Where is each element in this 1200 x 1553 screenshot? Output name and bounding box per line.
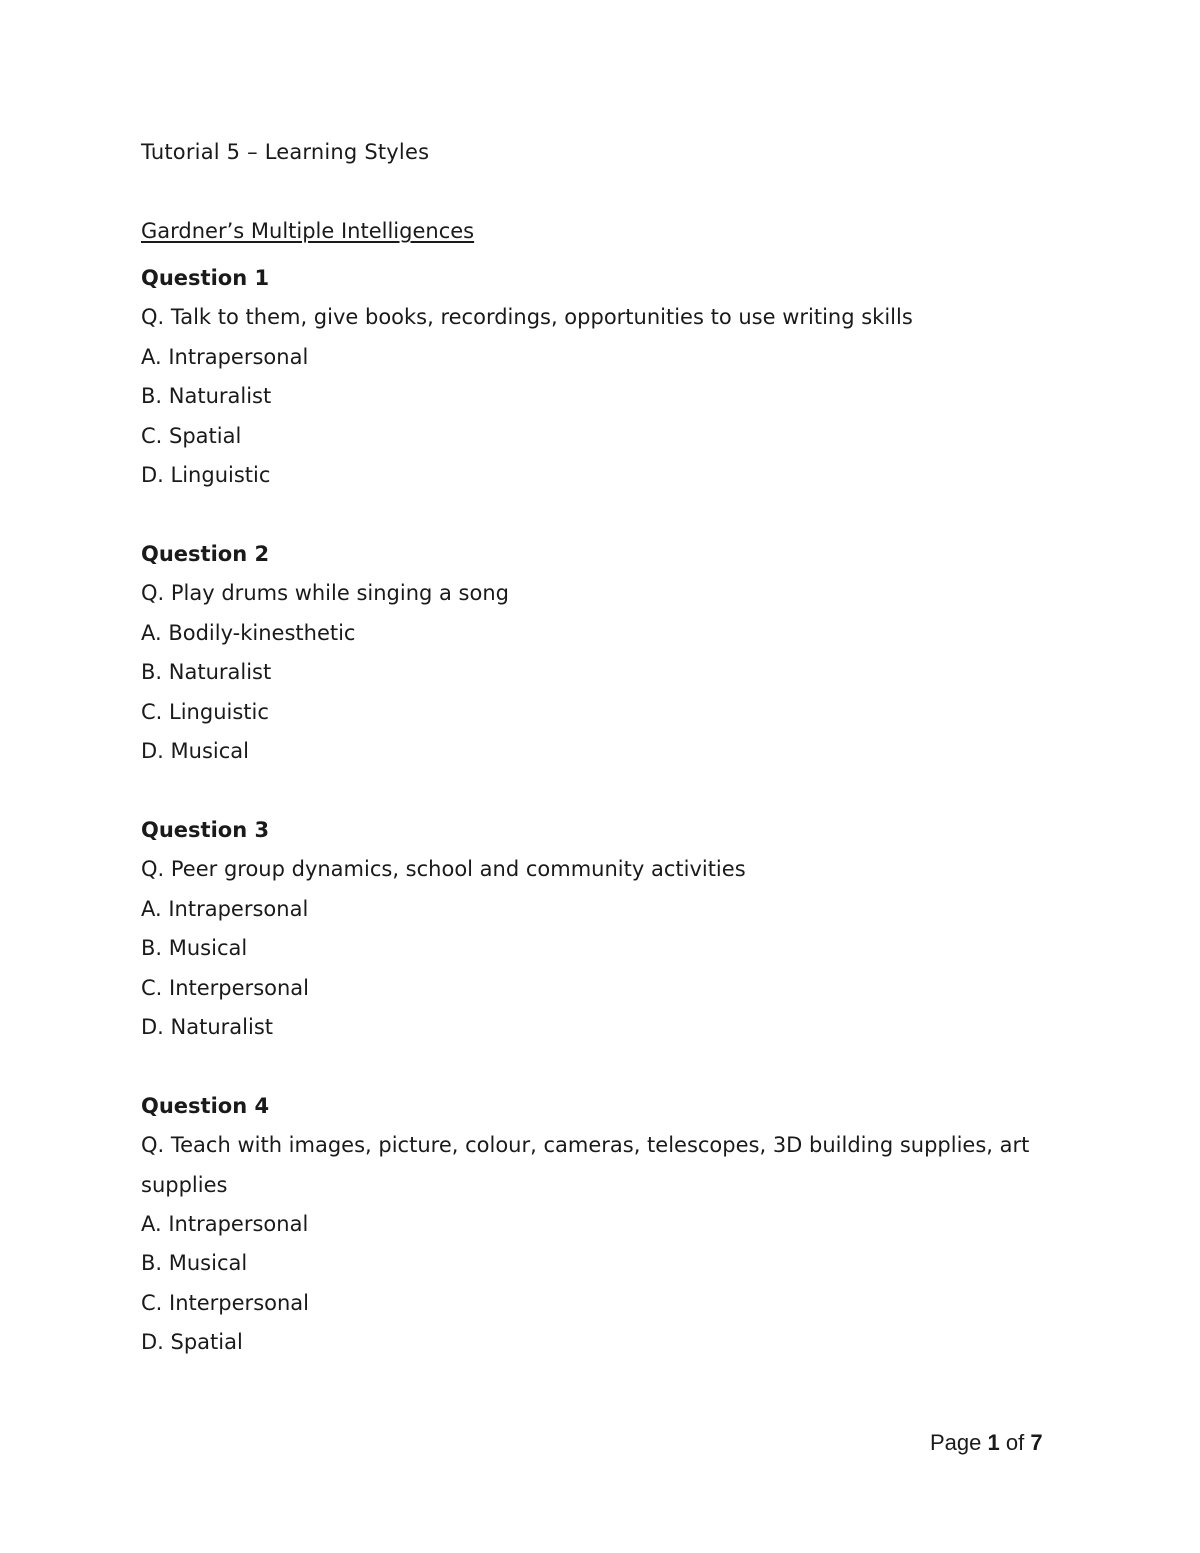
answer-option: A. Bodily-kinesthetic xyxy=(141,620,356,645)
answer-option: D. Spatial xyxy=(141,1330,243,1355)
question-heading: Question 2 xyxy=(141,541,270,566)
question-block xyxy=(141,535,1061,771)
answer-option: C. Spatial xyxy=(141,423,242,448)
answer-option: A. Intrapersonal xyxy=(141,344,309,369)
question-block xyxy=(141,1087,1061,1363)
question-heading: Question 3 xyxy=(141,817,270,842)
question-text: Q. Teach with images, picture, colour, cameras, telescopes, 3D building supplies, art supplies xyxy=(141,1133,1030,1197)
question-block xyxy=(141,259,1061,495)
question-text: Q. Peer group dynamics, school and community activities xyxy=(141,857,746,882)
answer-option: A. Intrapersonal xyxy=(141,896,309,921)
answer-option: C. Interpersonal xyxy=(141,975,309,1000)
answer-option: C. Linguistic xyxy=(141,699,269,724)
answer-option: D. Linguistic xyxy=(141,463,271,488)
document-title: Tutorial 5 – Learning Styles xyxy=(141,140,430,164)
question-list xyxy=(141,259,1061,1402)
of-label: of xyxy=(1005,1430,1025,1455)
total-pages-number: 7 xyxy=(1030,1430,1043,1455)
answer-option: A. Intrapersonal xyxy=(141,1212,309,1237)
answer-option: C. Interpersonal xyxy=(141,1290,309,1315)
answer-option: D. Naturalist xyxy=(141,1014,273,1039)
answer-option: B. Musical xyxy=(141,936,248,961)
answer-option: B. Naturalist xyxy=(141,384,272,409)
question-text: Q. Play drums while singing a song xyxy=(141,581,509,606)
current-page-number: 1 xyxy=(987,1430,1000,1455)
question-block xyxy=(141,811,1061,1047)
section-heading: Gardner’s Multiple Intelligences xyxy=(141,219,475,243)
answer-option: B. Naturalist xyxy=(141,660,272,685)
page-label: Page xyxy=(930,1430,982,1455)
page-number-footer xyxy=(930,1430,1043,1456)
document-page xyxy=(141,0,1061,1553)
question-heading: Question 4 xyxy=(141,1093,270,1118)
answer-option: B. Musical xyxy=(141,1251,248,1276)
answer-option: D. Musical xyxy=(141,738,249,763)
question-text: Q. Talk to them, give books, recordings, opportunities to use writing skills xyxy=(141,305,913,330)
question-heading: Question 1 xyxy=(141,266,270,290)
